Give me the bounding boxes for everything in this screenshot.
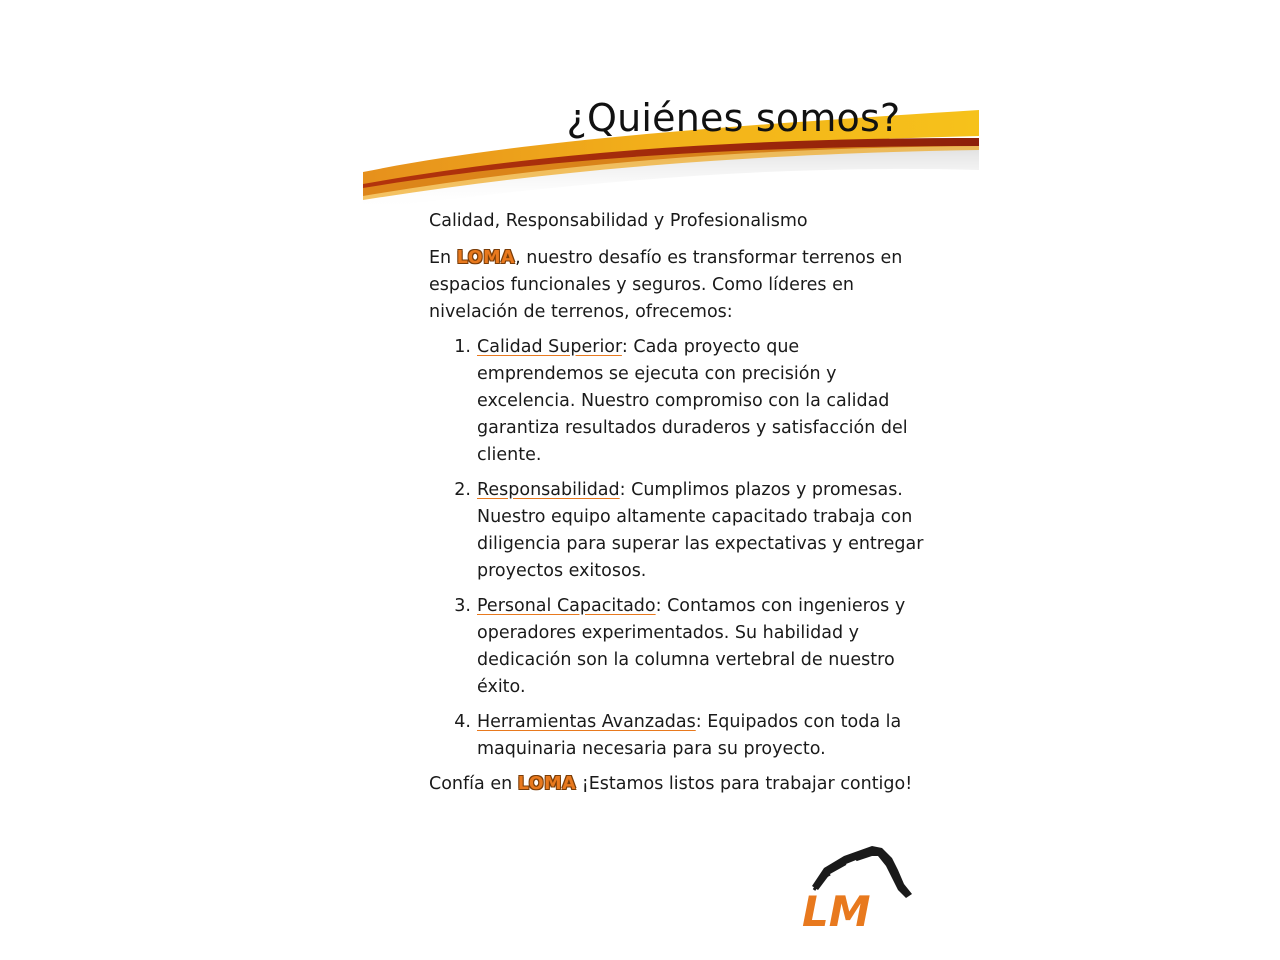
services-list <box>429 334 929 763</box>
list-term: Responsabilidad <box>477 480 620 500</box>
page-title: ¿Quiénes somos? <box>566 96 901 140</box>
company-logo <box>800 842 920 932</box>
closing-prefix: Confía en <box>429 774 513 794</box>
list-term: Calidad Superior <box>477 337 622 357</box>
list-text: : Cada proyecto que emprendemos se ejecuta con precisión y excelencia. Nuestro compromiso con la calidad garantiza resultados duraderos y satisfacción del cliente. <box>477 337 908 465</box>
logo-text: LM <box>802 887 871 932</box>
list-text: : Contamos con ingenieros y operadores experimentados. Su habilidad y dedicación son la columna vertebral de nuestro éxito. <box>477 596 906 697</box>
list-item <box>429 593 929 701</box>
list-text: : Cumplimos plazos y promesas. Nuestro equipo altamente capacitado trabaja con diligencia para superar las expectativas y entregar proyectos exitosos. <box>477 480 924 581</box>
intro-text: , nuestro desafío es transformar terrenos en espacios funcionales y seguros. Como líderes en nivelación de terrenos, ofrecemos: <box>429 248 903 322</box>
intro-paragraph <box>429 245 929 326</box>
list-item <box>429 477 929 585</box>
closing-paragraph <box>429 771 929 798</box>
main-content <box>429 208 929 798</box>
list-item <box>429 334 929 469</box>
intro-prefix: En <box>429 248 452 268</box>
list-text: : Equipados con toda la maquinaria necesaria para su proyecto. <box>477 712 902 759</box>
list-number: 1. <box>454 337 471 357</box>
closing-text: ¡Estamos listos para trabajar contigo! <box>576 774 913 794</box>
list-term: Personal Capacitado <box>477 596 656 616</box>
list-item <box>429 709 929 763</box>
list-number: 4. <box>454 712 471 732</box>
brand-name: LOMA <box>517 774 577 794</box>
list-term: Herramientas Avanzadas <box>477 712 696 732</box>
list-number: 2. <box>454 480 471 500</box>
section-subtitle: Calidad, Responsabilidad y Profesionalismo <box>429 211 808 231</box>
list-number: 3. <box>454 596 471 616</box>
brand-name: LOMA <box>456 248 516 268</box>
